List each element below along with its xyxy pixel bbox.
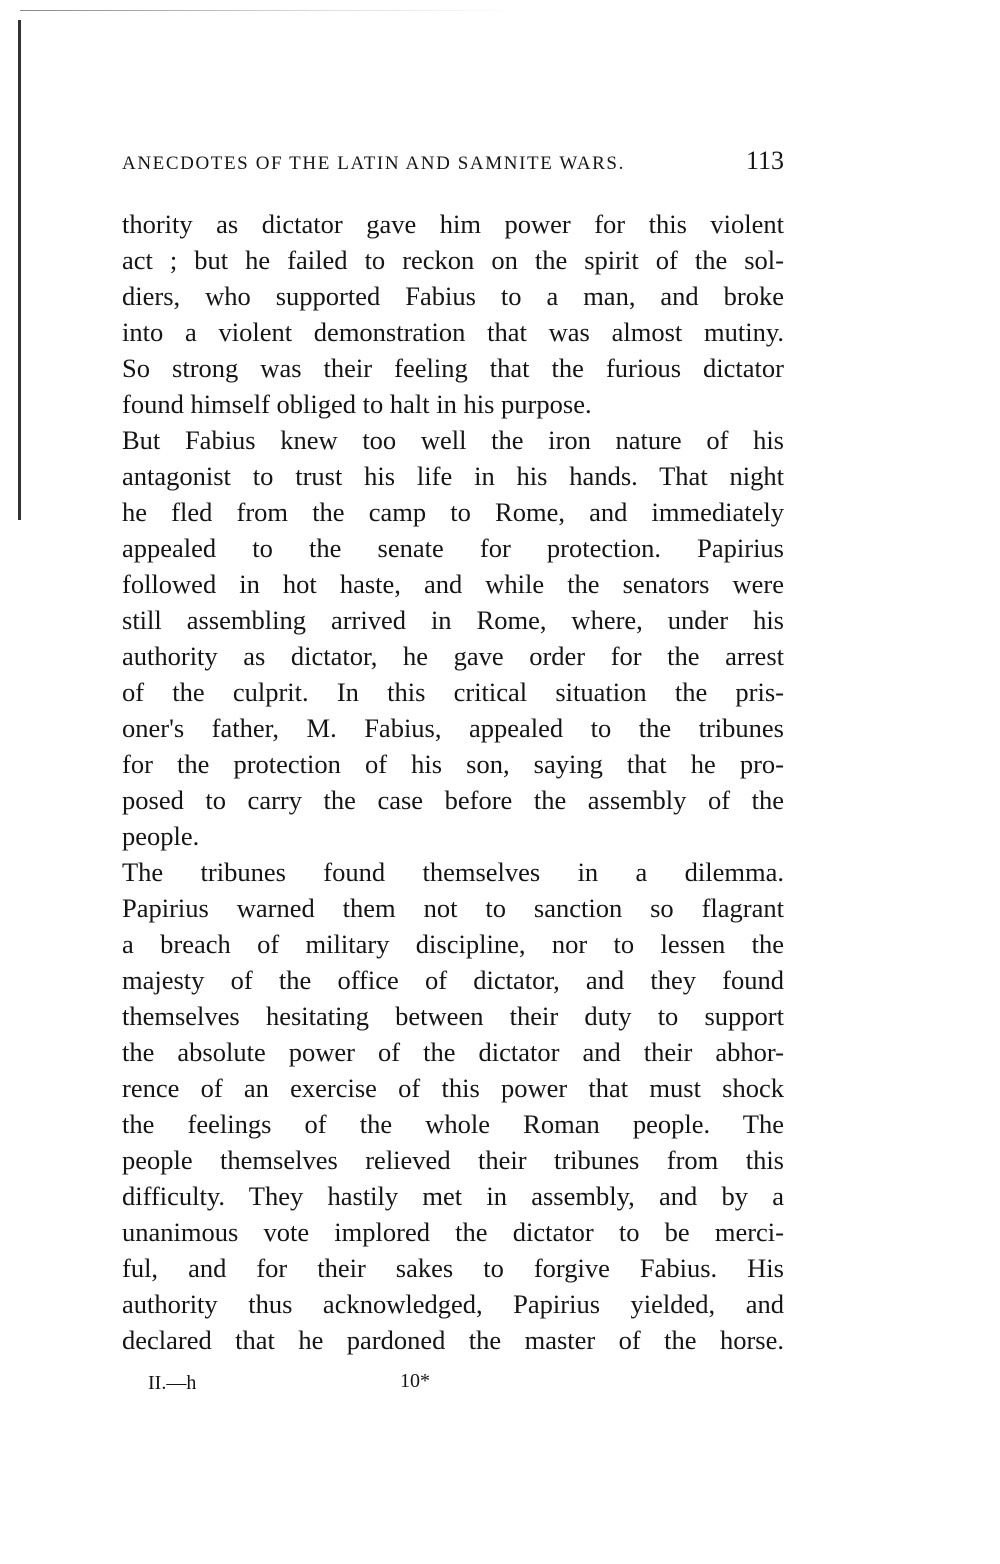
text-line: declared that he pardoned the master of the horse. [122,1325,784,1355]
text-line: antagonist to trust his life in his hands. That night [122,461,784,491]
text-line: thority as dictator gave him power for this violent [122,209,784,239]
text-line: posed to carry the case before the assembly of the [122,785,784,815]
text-line: diers, who supported Fabius to a man, and broke [122,281,784,311]
text-line: But Fabius knew too well the iron nature of his [122,425,784,455]
text-line: unanimous vote implored the dictator to be merci- [122,1217,784,1247]
text-line: oner's father, M. Fabius, appealed to the tribunes [122,713,784,743]
text-line: into a violent demonstration that was almost mutiny. [122,317,784,347]
text-line: difficulty. They hastily met in assembly, and by a [122,1181,784,1211]
scan-edge [18,20,21,520]
text-line: The tribunes found themselves in a dilemma. [122,857,784,887]
text-line: the feelings of the whole Roman people. The [122,1109,784,1139]
text-line: themselves hesitating between their duty to support [122,1001,784,1031]
text-line: of the culprit. In this critical situation the pris- [122,677,784,707]
running-header [122,146,784,176]
text-line: ful, and for their sakes to forgive Fabius. His [122,1253,784,1283]
running-title: ANECDOTES OF THE LATIN AND SAMNITE WARS. [122,153,625,174]
text-line: appealed to the senate for protection. Papirius [122,533,784,563]
text-line: act ; but he failed to reckon on the spirit of the sol- [122,245,784,275]
text-line: for the protection of his son, saying that he pro- [122,749,784,779]
text-line: authority thus acknowledged, Papirius yielded, and [122,1289,784,1319]
text-line: he fled from the camp to Rome, and immediately [122,497,784,527]
signature-mark: II.—h [148,1372,197,1394]
text-line: authority as dictator, he gave order for the arrest [122,641,784,671]
text-line: rence of an exercise of this power that must shock [122,1073,784,1103]
page-number: 113 [745,146,784,175]
text-line: the absolute power of the dictator and their abhor- [122,1037,784,1067]
text-line: still assembling arrived in Rome, where, under his [122,605,784,635]
text-line: followed in hot haste, and while the senators were [122,569,784,599]
text-line: found himself obliged to halt in his purpose. [122,389,592,419]
scan-edge-top [20,10,520,11]
text-line: people themselves relieved their tribunes from this [122,1145,784,1175]
text-line: people. [122,821,200,851]
text-line: Papirius warned them not to sanction so flagrant [122,893,784,923]
text-line: a breach of military discipline, nor to lessen the [122,929,784,959]
sheet-mark: 10* [400,1370,430,1392]
body-text [122,206,784,1358]
text-line: So strong was their feeling that the furious dictator [122,353,784,383]
text-line: majesty of the office of dictator, and they found [122,965,784,995]
